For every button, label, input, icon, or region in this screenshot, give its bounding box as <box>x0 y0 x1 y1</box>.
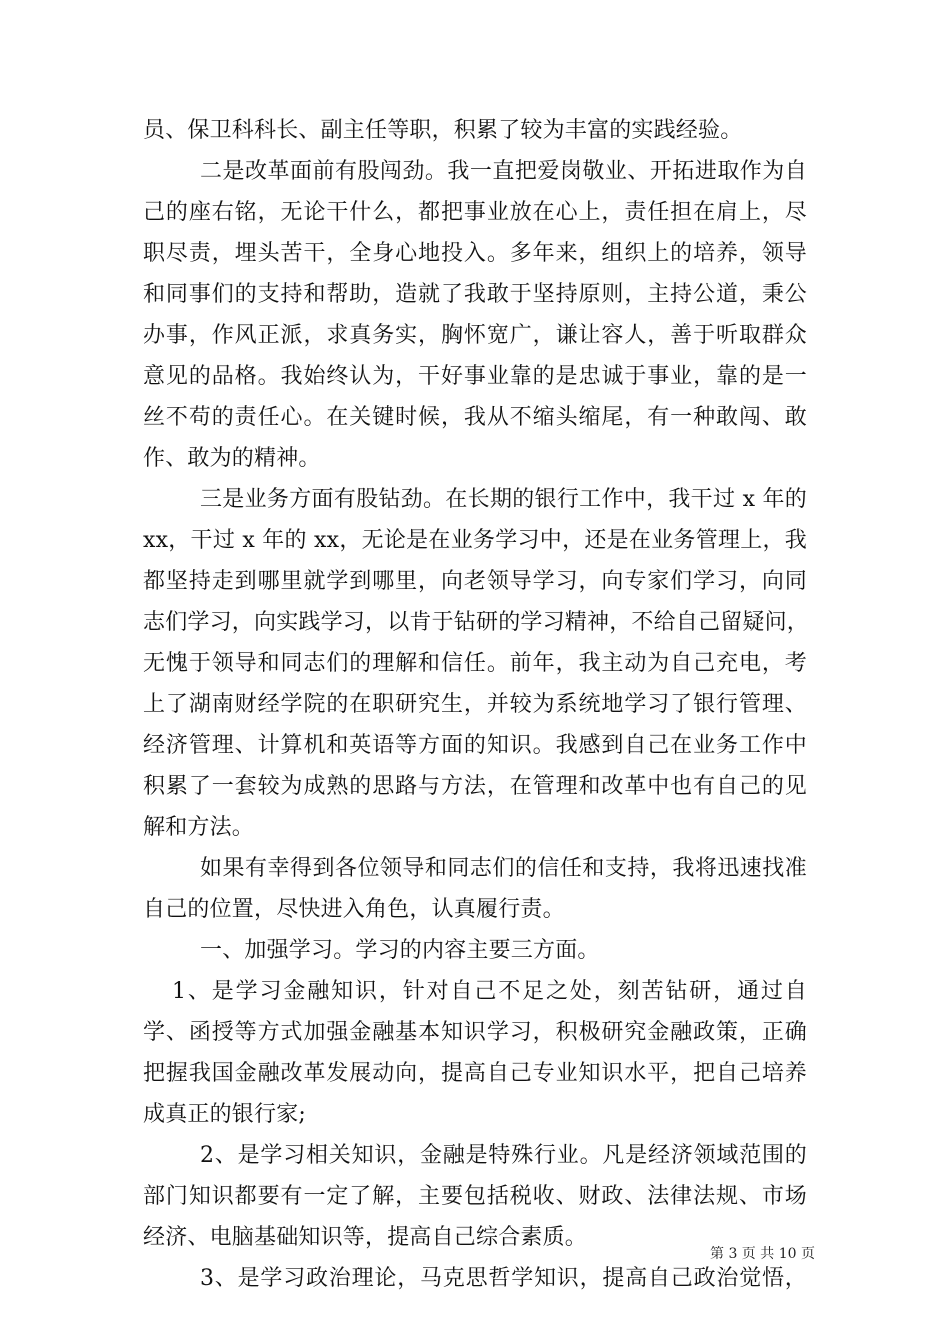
body-line: 职尽责，埋头苦干，全身心地投入。多年来，组织上的培养，领导 <box>143 241 807 266</box>
body-line: 部门知识都要有一定了解，主要包括税收、财政、法律法规、市场 <box>143 1184 807 1209</box>
body-line: 经济、电脑基础知识等，提高自己综合素质。 <box>143 1225 588 1250</box>
section-heading: 一、加强学习。学习的内容主要三方面。 <box>200 938 600 963</box>
body-line: 办事，作风正派，求真务实，胸怀宽广，谦让容人，善于听取群众 <box>143 323 807 348</box>
body-line: 积累了一套较为成熟的思路与方法，在管理和改革中也有自己的见 <box>143 774 807 799</box>
body-line: 作、敢为的精神。 <box>143 446 321 471</box>
body-line: 和同事们的支持和帮助，造就了我敢于坚持原则，主持公道，秉公 <box>143 282 807 307</box>
body-line: 都坚持走到哪里就学到哪里，向老领导学习，向专家们学习，向同 <box>143 569 807 594</box>
body-line: 意见的品格。我始终认为，干好事业靠的是忠诚于事业，靠的是一 <box>143 364 807 389</box>
paragraph-start-line: 二是改革面前有股闯劲。我一直把爱岗敬业、开拓进取作为自 <box>200 159 807 184</box>
page-number-footer: 第 3 页 共 10 页 <box>710 1246 815 1262</box>
body-line: 自己的位置，尽快进入角色，认真履行责。 <box>143 897 565 922</box>
body-line: 志们学习，向实践学习，以肯于钻研的学习精神，不给自己留疑问， <box>143 610 810 635</box>
list-item-line: 2、是学习相关知识，金融是特殊行业。凡是经济领域范围的 <box>200 1143 807 1168</box>
body-line: 成真正的银行家; <box>143 1102 307 1127</box>
body-line: 上了湖南财经学院的在职研究生，并较为系统地学习了银行管理、 <box>143 692 807 717</box>
list-item-line: 1、是学习金融知识，针对自己不足之处，刻苦钻研，通过自 <box>172 979 807 1004</box>
paragraph-start-line: 三是业务方面有股钻劲。在长期的银行工作中，我干过 x 年的 <box>200 487 807 512</box>
list-item-line: 3、是学习政治理论，马克思哲学知识，提高自己政治觉悟， <box>200 1266 807 1291</box>
body-line: 学、函授等方式加强金融基本知识学习，积极研究金融政策，正确 <box>143 1020 807 1045</box>
body-line: 员、保卫科科长、副主任等职，积累了较为丰富的实践经验。 <box>143 118 743 143</box>
paragraph-start-line: 如果有幸得到各位领导和同志们的信任和支持，我将迅速找准 <box>200 856 807 881</box>
body-line: 把握我国金融改革发展动向，提高自己专业知识水平，把自己培养 <box>143 1061 807 1086</box>
body-line: 解和方法。 <box>143 815 255 840</box>
body-line: 经济管理、计算机和英语等方面的知识。我感到自己在业务工作中 <box>143 733 807 758</box>
body-line: 己的座右铭，无论干什么，都把事业放在心上，责任担在肩上，尽 <box>143 200 807 225</box>
body-line: xx，干过 x 年的 xx，无论是在业务学习中，还是在业务管理上，我 <box>143 528 807 553</box>
body-line: 丝不苟的责任心。在关键时候，我从不缩头缩尾，有一种敢闯、敢 <box>143 405 807 430</box>
body-line: 无愧于领导和同志们的理解和信任。前年，我主动为自己充电，考 <box>143 651 807 676</box>
